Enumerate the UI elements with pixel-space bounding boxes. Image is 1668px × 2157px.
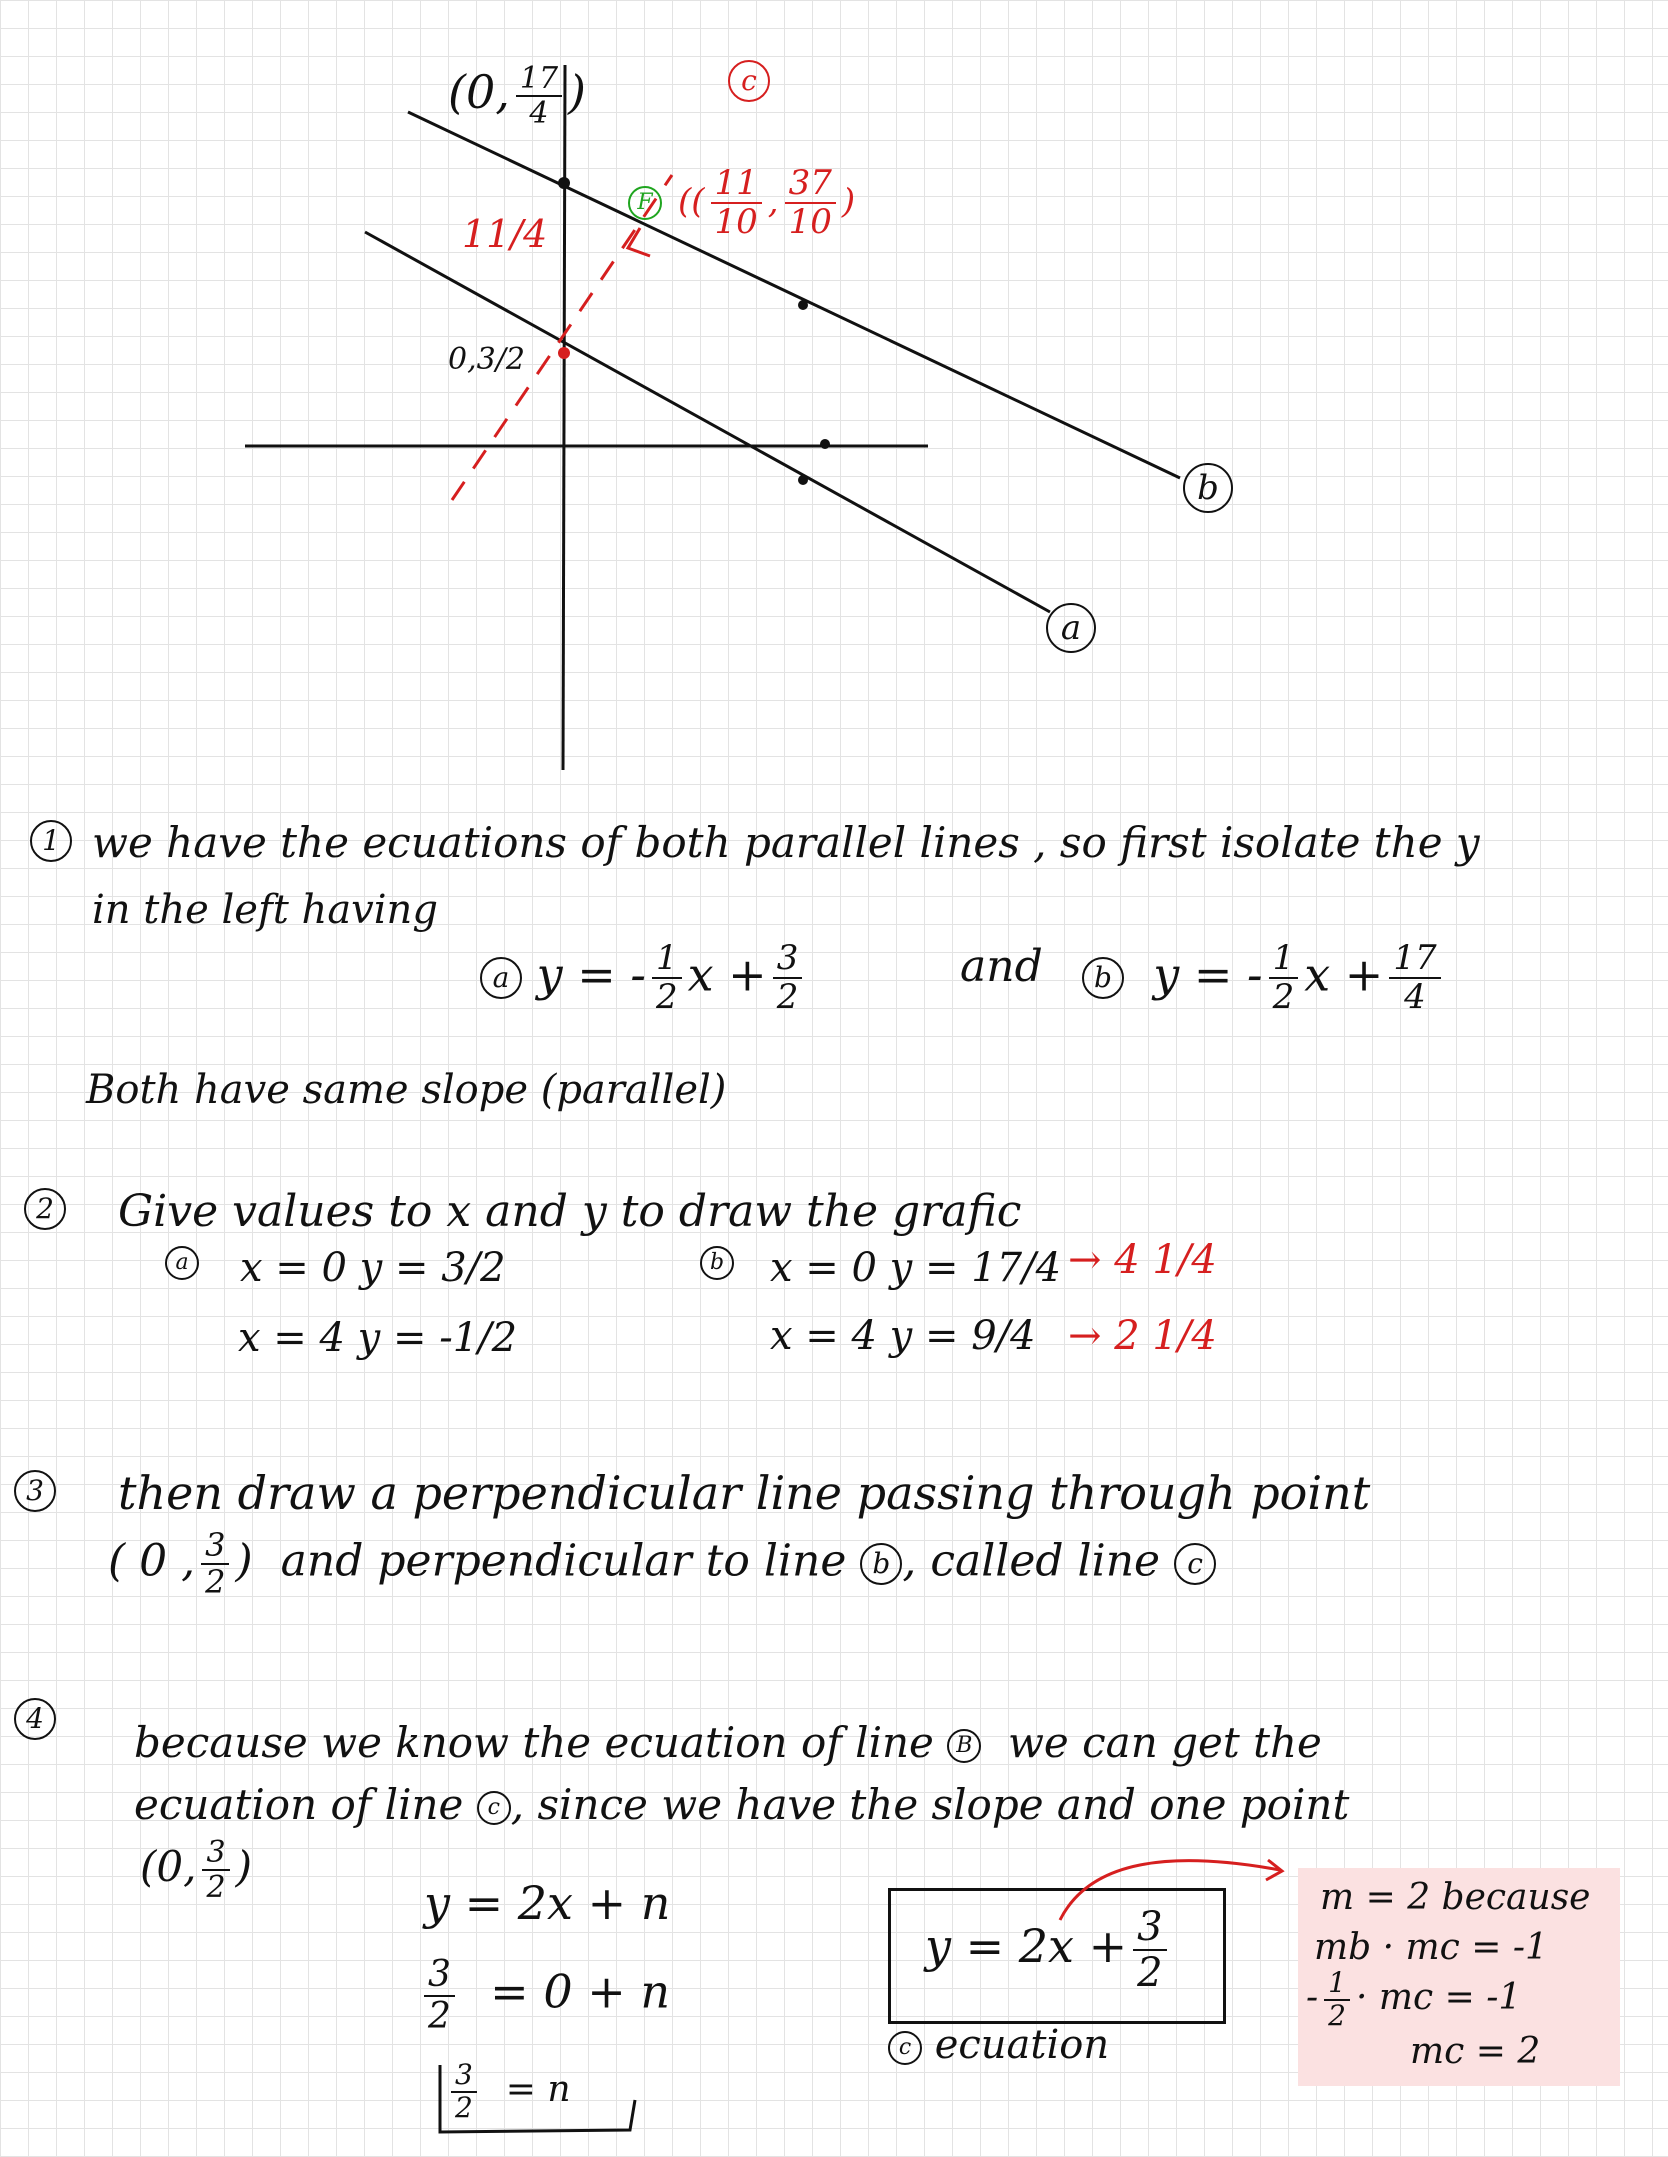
label-point-mid: 0,3/2	[448, 342, 525, 377]
note-line3: - $\frac{1}{2}$ · mc = -1	[1306, 1966, 1522, 2032]
step1-slope-note: Both have same slope (parallel)	[86, 1067, 727, 1113]
step4-line1: because we know the ecuation of line B we can get the	[134, 1718, 1322, 1767]
point-a-x4	[798, 475, 808, 485]
label-line-a: a	[1046, 603, 1096, 653]
point-0-3-2	[558, 347, 570, 359]
point-0-17-4	[558, 177, 570, 189]
step4-point: (0, $\frac{3}{2}$ )	[140, 1835, 252, 1905]
step3-line1: then draw a perpendicular line passing through point	[118, 1466, 1371, 1520]
step1-eq-a: a y = - $\frac{1}{2}$ x + $\frac{3}{2}$	[480, 940, 808, 1017]
line-a	[365, 232, 1050, 612]
n-bracket	[430, 2060, 650, 2140]
step3-number: 3	[14, 1470, 56, 1512]
note-line4: mc = 2	[1410, 2031, 1541, 2072]
step2-b-label: b	[700, 1246, 734, 1280]
step1-eq-b: b y = - $\frac{1}{2}$ x + $\frac{17}{4}$	[1082, 940, 1447, 1017]
step2-b-row2-red: → 2 1/4	[1068, 1313, 1217, 1359]
step2-b-row1-red: → 4 1/4	[1068, 1237, 1217, 1283]
step4-number: 4	[14, 1698, 56, 1740]
label-line-b: b	[1183, 463, 1233, 513]
label-f: F	[628, 186, 662, 220]
note-line2: mb · mc = -1	[1314, 1927, 1548, 1968]
step2-a-row1: x = 0 y = 3/2	[240, 1245, 506, 1291]
step2-b-row2: x = 4 y = 9/4	[770, 1313, 1036, 1359]
label-intersection: (( $\frac{11}{10}$ , $\frac{37}{10}$ )	[678, 163, 856, 243]
step4-line2: ecuation of line c , since we have the slope and one point	[134, 1780, 1350, 1829]
right-angle-mark	[628, 228, 650, 256]
label-line-c: c	[728, 60, 770, 102]
point-b-x4	[798, 300, 808, 310]
y-axis	[563, 65, 565, 770]
step2-a-label: a	[165, 1246, 199, 1280]
step2-a-row2: x = 4 y = -1/2	[238, 1315, 518, 1361]
label-11-4: 11/4	[462, 212, 548, 256]
step1-line1: we have the ecuations of both parallel lines , so first isolate the y	[92, 818, 1480, 867]
step1-and: and	[960, 941, 1043, 992]
step2-b-row1: x = 0 y = 17/4	[770, 1245, 1062, 1291]
label-point-top: (0, $\frac{17}{4}$ )	[448, 61, 586, 131]
step4-work3: $\frac{3}{2}$ = n	[445, 2060, 571, 2124]
step2-line1: Give values to x and y to draw the grafic	[118, 1186, 1022, 1237]
note-line1: m = 2 because	[1320, 1877, 1591, 1918]
point-x-axis	[820, 439, 830, 449]
step1-line2: in the left having	[92, 887, 438, 933]
red-arrow	[1050, 1840, 1300, 1930]
final-equation: y = 2x + $\frac{3}{2}$	[925, 1905, 1173, 1995]
step1-number: 1	[30, 820, 72, 862]
coordinate-graph	[0, 0, 1668, 800]
step2-number: 2	[24, 1188, 66, 1230]
step4-work1: y = 2x + n	[424, 1876, 671, 1930]
final-equation-caption: c ecuation	[888, 2025, 1109, 2065]
step4-work2: $\frac{3}{2}$ = 0 + n	[418, 1955, 670, 2036]
step3-line2: ( 0 , $\frac{3}{2}$ ) and perpendicular to line b , called line c	[108, 1528, 1216, 1600]
